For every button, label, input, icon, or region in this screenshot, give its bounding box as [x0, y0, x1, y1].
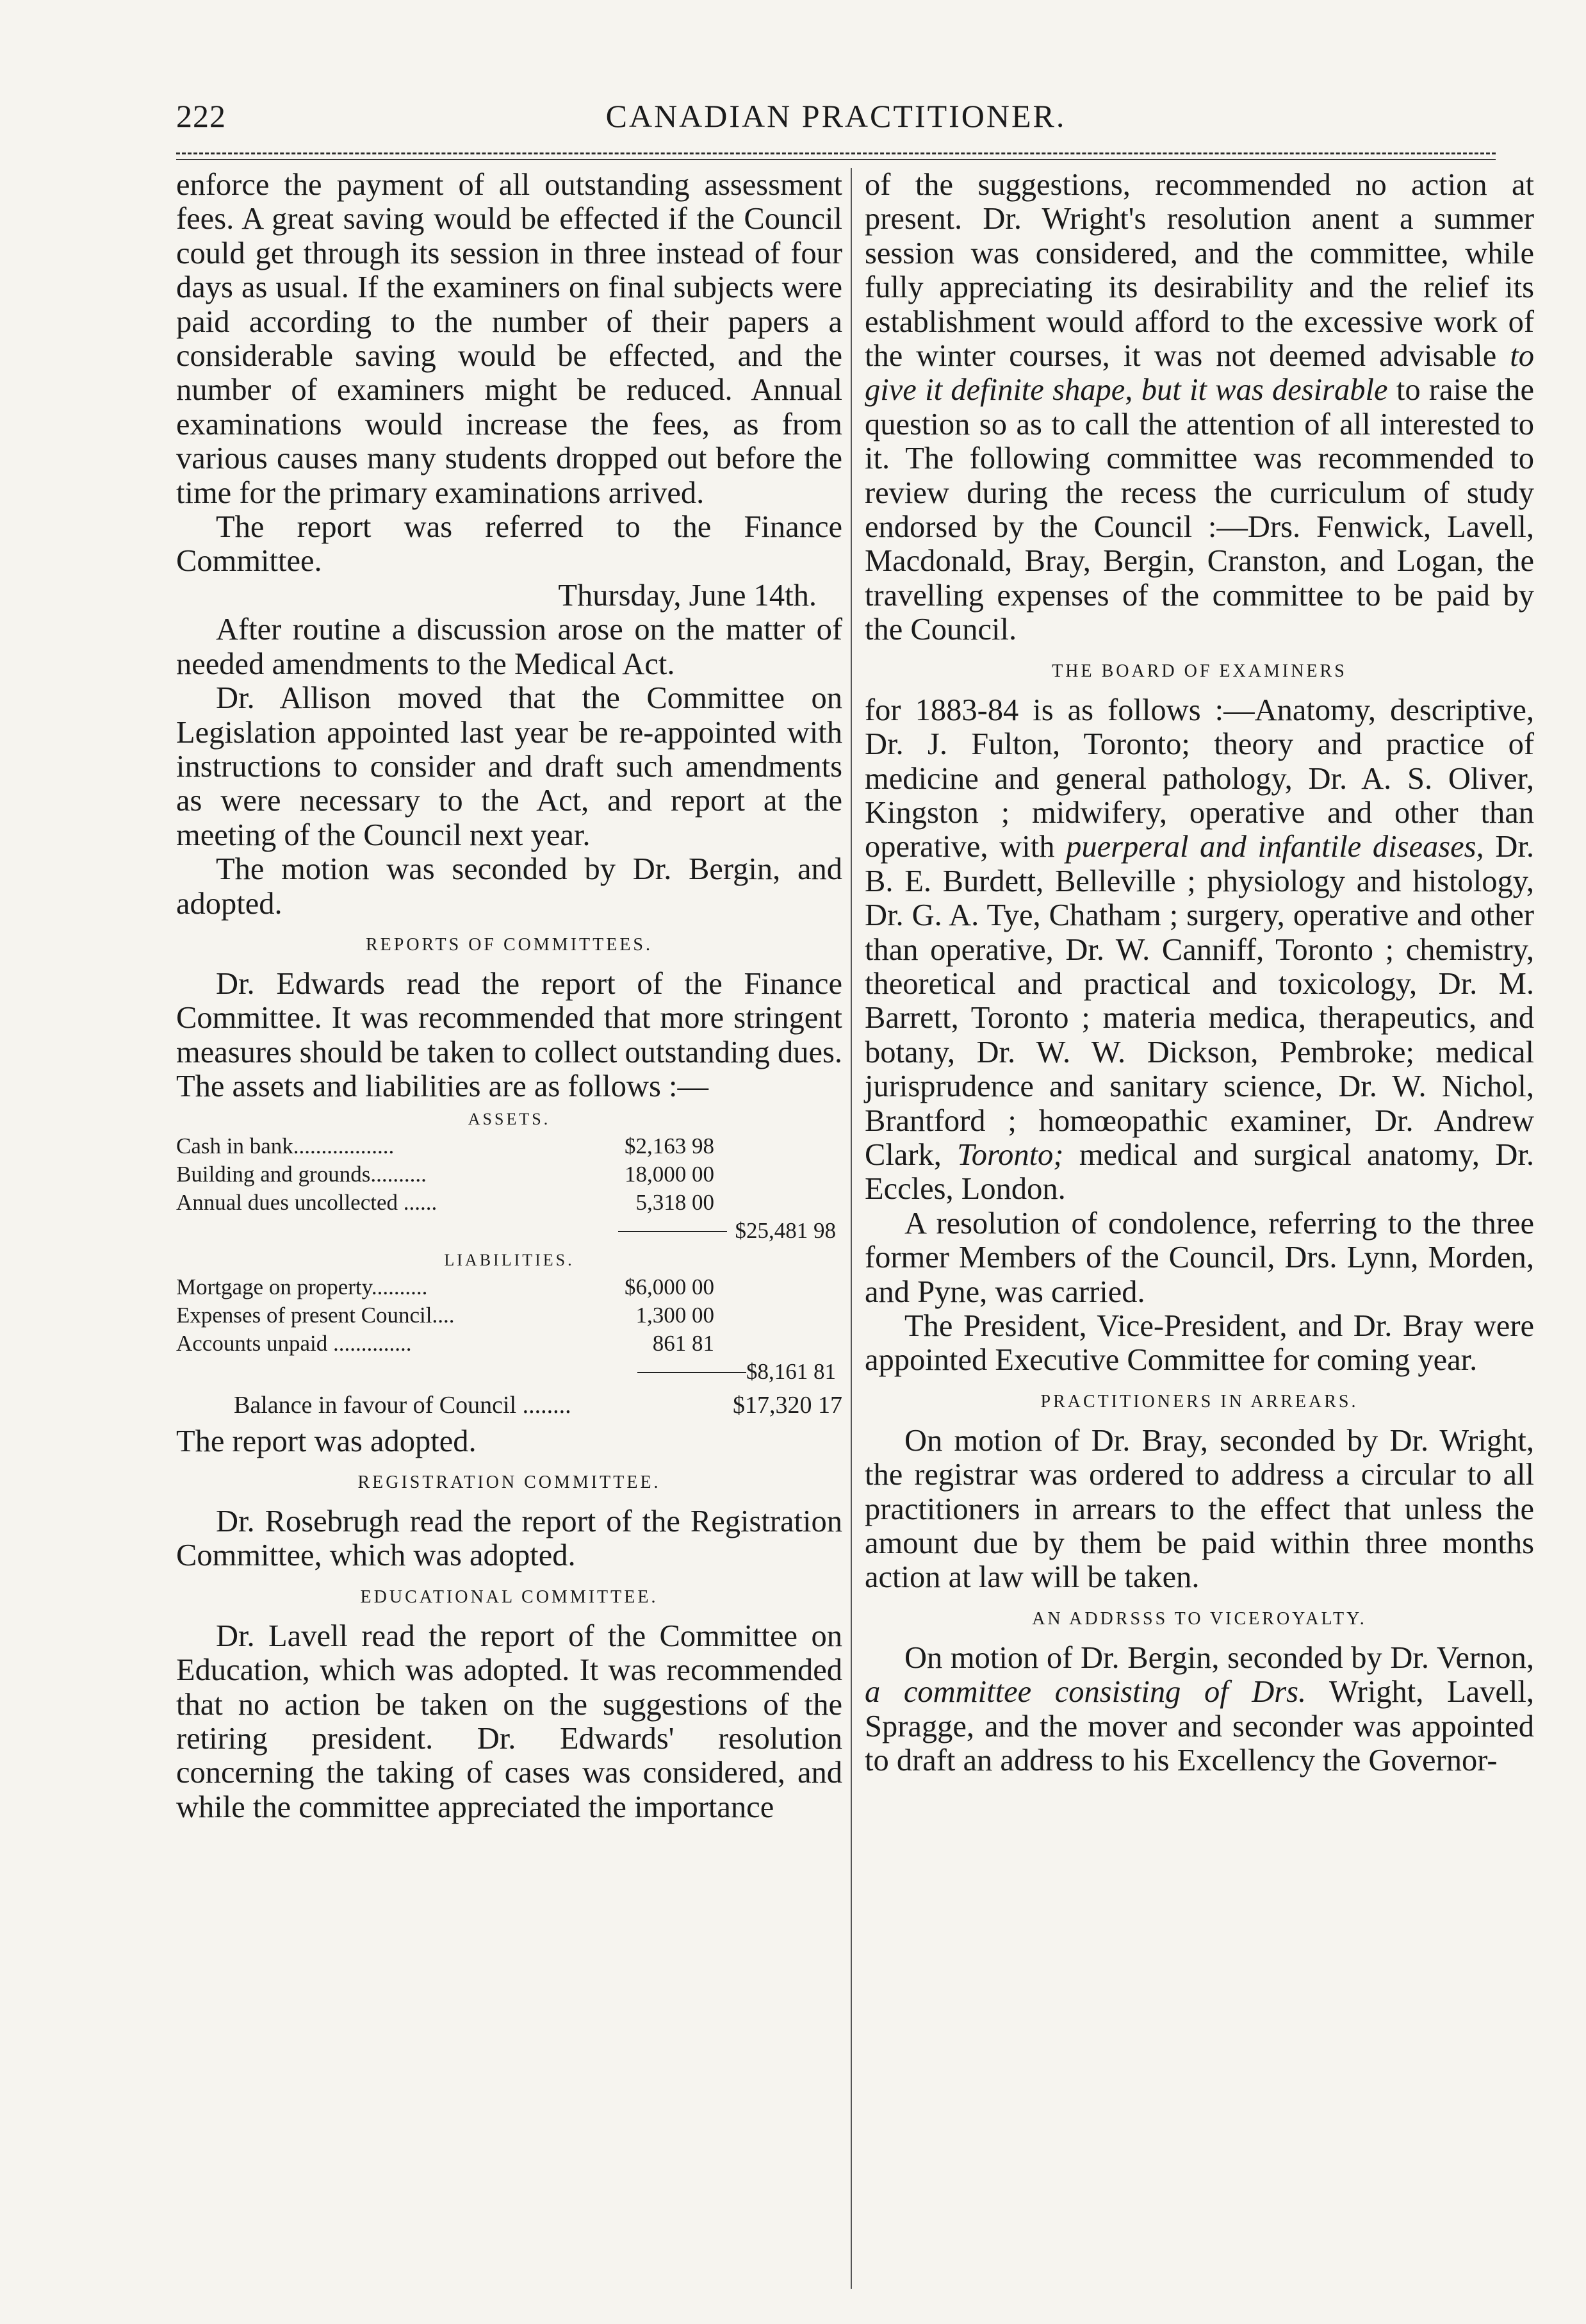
total-row	[176, 1217, 842, 1245]
section-heading: PRACTITIONERS IN ARREARS.	[1040, 1391, 1359, 1412]
row-amount: 5,318 00	[635, 1189, 714, 1215]
row-label: Mortgage on property..........	[176, 1274, 428, 1299]
paragraph: The report was adopted.	[176, 1424, 477, 1458]
paragraph	[865, 1641, 1534, 1778]
column-divider	[851, 168, 852, 2289]
header-rule	[176, 159, 1496, 160]
text-run: medical and surgical anatomy, Dr. Eccles, London.	[865, 1137, 1534, 1207]
text-run: for 1883-84 is as follows :—Anatomy, descriptive, Dr. J. Fulton, Toronto; theory and practice of medicine and general pathology, Dr. A. S. Oliver, Kingston ; midwifery, operative and other than operative, with	[865, 693, 1534, 864]
row-amount: 1,300 00	[635, 1302, 714, 1328]
italic-run: a committee consisting of Drs.	[865, 1675, 1307, 1710]
paragraph: enforce the payment of all outstanding assessment fees. A great saving would be effected if the Council could get through its session in three instead of four days as usual. If the examiners on final subjects were paid according to the number of their papers a considerable saving would be effected, and the number of examiners might be reduced. Annual examinations would increase the fees, as from various causes many students dropped out before the time for the primary examinations arrived.	[176, 168, 842, 510]
header-rule-dashed	[176, 152, 1496, 154]
paragraph: The report was referred to the Finance Committee.	[176, 510, 842, 579]
paragraph	[865, 168, 1534, 647]
liabilities-total: $8,161 81	[746, 1358, 836, 1384]
paragraph: After routine a discussion arose on the matter of needed amendments to the Medical Act.	[176, 613, 842, 681]
paragraph: The motion was seconded by Dr. Bergin, and adopted.	[176, 852, 842, 921]
text-run: On motion of Dr. Bergin, seconded by Dr. Vernon,	[904, 1640, 1534, 1675]
assets-table	[176, 1132, 842, 1245]
section-heading: AN ADDRSSS TO VICEROYALTY.	[1032, 1608, 1367, 1629]
row-amount: $2,163 98	[625, 1133, 714, 1158]
balance-label: Balance in favour of Council ........	[234, 1391, 571, 1419]
paragraph: Dr. Edwards read the report of the Finance Committee. It was recommended that more stringent measures should be taken to collect outstanding dues. The assets and liabilities are as follows :—	[176, 966, 842, 1104]
date-line: Thursday, June 14th.	[558, 578, 817, 613]
text-run: to raise the question so as to call the attention of all interested to it. The following committee was recommended to review during the recess the curriculum of study endorsed by the Council :—Drs. Fenwick, Lavell, Macdonald, Bray, Bergin, Cranston, and Logan, the travelling expenses of the committee to be paid by the Council.	[865, 373, 1535, 647]
row-label: Building and grounds..........	[176, 1161, 427, 1187]
page-number: 222	[176, 98, 226, 134]
italic-run: puerperal and infantile diseases,	[1066, 830, 1484, 864]
total-row	[176, 1358, 842, 1386]
paragraph: On motion of Dr. Bray, seconded by Dr. Wright, the registrar was ordered to address a circular to all practitioners in arrears to the effect that unless the amount due by them be paid within three months action at law will be taken.	[865, 1423, 1534, 1595]
row-amount: 18,000 00	[625, 1161, 714, 1187]
section-heading: REPORTS OF COMMITTEES.	[365, 934, 653, 955]
table-row	[176, 1189, 842, 1217]
row-label: Annual dues uncollected ......	[176, 1189, 437, 1215]
italic-run: Toronto;	[957, 1137, 1064, 1172]
assets-total: $25,481 98	[735, 1217, 836, 1243]
row-label: Expenses of present Council....	[176, 1302, 455, 1328]
italic-run: to give it definite shape, but it was desirable	[865, 339, 1534, 408]
row-amount: 861 81	[652, 1330, 714, 1356]
balance-value: $17,320 17	[733, 1391, 842, 1419]
liabilities-table	[176, 1273, 842, 1386]
section-heading: REGISTRATION COMMITTEE.	[357, 1472, 661, 1492]
liabilities-heading: LIABILITIES.	[444, 1250, 575, 1269]
table-row	[176, 1301, 842, 1330]
section-heading: EDUCATIONAL COMMITTEE.	[360, 1586, 658, 1607]
table-row	[176, 1132, 842, 1160]
row-label: Cash in bank..................	[176, 1133, 395, 1158]
assets-heading: ASSETS.	[468, 1109, 551, 1128]
paragraph: A resolution of condolence, referring to the three former Members of the Council, Drs. Lynn, Morden, and Pyne, was carried.	[865, 1206, 1534, 1309]
balance-row	[176, 1386, 842, 1424]
left-column	[176, 168, 842, 1824]
page-header	[176, 97, 1496, 142]
table-row	[176, 1160, 842, 1189]
right-column	[865, 168, 1534, 1777]
paragraph: Dr. Rosebrugh read the report of the Registration Committee, which was adopted.	[176, 1504, 842, 1573]
text-run: Wright, Lavell, Spragge, and the mover and seconder was appointed to draft an address to his Excellency the Governor-	[865, 1675, 1534, 1778]
row-amount: $6,000 00	[625, 1274, 714, 1299]
total-rule	[637, 1372, 746, 1373]
paragraph	[865, 693, 1534, 1207]
paragraph: Dr. Allison moved that the Committee on Legislation appointed last year be re-appointed with instructions to consider and draft such amendments as were necessary to the Act, and report at the meeting of the Council next year.	[176, 681, 842, 852]
row-label: Accounts unpaid ..............	[176, 1330, 412, 1356]
section-heading: THE BOARD OF EXAMINERS	[1052, 661, 1347, 681]
total-rule	[618, 1231, 727, 1232]
table-row	[176, 1330, 842, 1358]
running-title: CANADIAN PRACTITIONER.	[605, 98, 1067, 134]
text-run: Dr. B. E. Burdett, Belleville ; physiology and histology, Dr. G. A. Tye, Chatham ; surgery, operative and other than operative, Dr. W. Canniff, Toronto ; chemistry, theoretical and practical and toxicology, Dr. M. Barrett, Toronto ; materia medica, therapeutics, and botany, Dr. W. W. Dickson, Pembroke; medical jurisprudence and sanitary science, Dr. W. Nichol, Brantford ; homœopathic examiner, Dr. Andrew Clark,	[865, 830, 1534, 1172]
paragraph: The President, Vice-President, and Dr. Bray were appointed Executive Committee for coming year.	[865, 1309, 1534, 1378]
text-run: of the suggestions, recommended no action at present. Dr. Wright's resolution anent a summer session was considered, and the committee, while fully appreciating its desirability and the relief its establishment would afford to the excessive work of the winter courses, it was not deemed advisable	[865, 168, 1534, 374]
paragraph: Dr. Lavell read the report of the Committee on Education, which was adopted. It was recommended that no action be taken on the suggestions of the retiring president. Dr. Edwards' resolution concerning the taking of cases was considered, and while the committee appreciated the importance	[176, 1619, 842, 1824]
table-row	[176, 1273, 842, 1301]
